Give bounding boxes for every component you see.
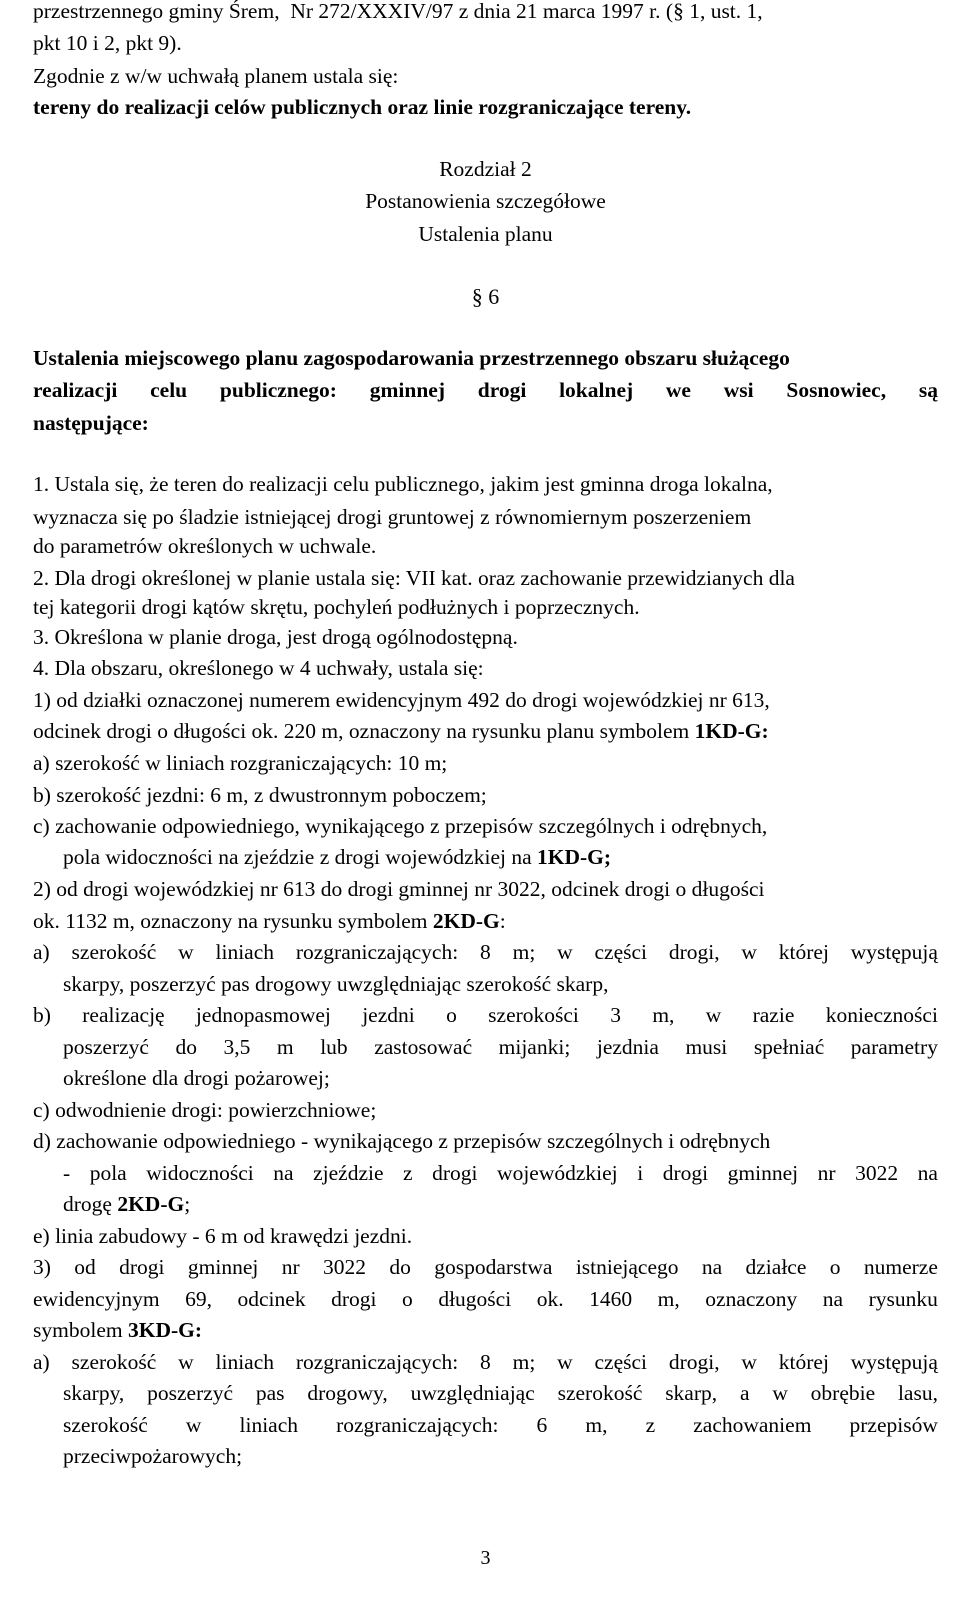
word: szerokość xyxy=(71,1350,157,1374)
top-line-3: Zgodnie z w/w uchwałą planem ustala się: xyxy=(33,64,399,88)
word: - xyxy=(63,1161,71,1185)
word: działce xyxy=(745,1255,807,1279)
word: i xyxy=(637,1161,644,1185)
word: rozgraniczających: xyxy=(295,1350,459,1374)
word: której xyxy=(778,1350,829,1374)
word: pola xyxy=(89,1161,127,1185)
word: m; xyxy=(512,1350,536,1374)
word: a) xyxy=(33,940,50,964)
word: liniach xyxy=(215,940,275,964)
word: zjeździe xyxy=(313,1161,384,1185)
word: o xyxy=(829,1255,841,1279)
word: liniach xyxy=(239,1413,299,1437)
word: we xyxy=(665,378,691,402)
item3-a-line-2 xyxy=(63,1379,938,1407)
word: oznaczony xyxy=(705,1287,798,1311)
word: rozgraniczających: xyxy=(336,1413,499,1437)
word: drogowy, xyxy=(307,1381,388,1405)
word: nr xyxy=(281,1255,300,1279)
word: ok. xyxy=(536,1287,564,1311)
word: części xyxy=(594,1350,647,1374)
word: celu xyxy=(150,378,188,402)
word: na xyxy=(701,1255,723,1279)
word: 3022 xyxy=(323,1255,366,1279)
item2-line-2-text: ok. 1132 m, oznaczony na rysunku symbolem xyxy=(33,909,433,933)
word: w xyxy=(705,1003,722,1027)
word: do xyxy=(175,1035,197,1059)
word: publicznego: xyxy=(219,378,337,402)
item3-line-3 xyxy=(33,1316,202,1344)
word: są xyxy=(918,378,938,402)
word: realizację xyxy=(82,1003,165,1027)
symbol-2kdg-ref: 2KD-G xyxy=(117,1192,185,1216)
item1-c-line-2-text: pola widoczności na zjeździe z drogi wojewódzkiej na xyxy=(63,845,538,869)
item2-b-line-2 xyxy=(63,1033,938,1061)
word: w xyxy=(741,1350,757,1374)
item3-line-3-text: symbolem xyxy=(33,1318,128,1342)
word: a) xyxy=(33,1350,50,1374)
word: razie xyxy=(752,1003,795,1027)
word: w xyxy=(557,1350,573,1374)
chapter-title: Postanowienia szczegółowe xyxy=(365,189,606,213)
word: 8 xyxy=(480,940,491,964)
top-line-2: pkt 10 i 2, pkt 9). xyxy=(33,31,182,55)
word: liniach xyxy=(215,1350,275,1374)
page-number: 3 xyxy=(480,1547,491,1569)
word: 3022 xyxy=(855,1161,899,1185)
item2-d-line-3-text: drogę xyxy=(63,1192,118,1216)
word: poszerzyć xyxy=(147,1381,234,1405)
word: zastosować xyxy=(374,1035,473,1059)
item3-a-line-1 xyxy=(33,1348,938,1376)
word: jezdni xyxy=(362,1003,415,1027)
word: gminnej xyxy=(187,1255,259,1279)
p3-line-1: 3. Określona w planie droga, jest drogą ogólnodostępną. xyxy=(33,625,518,649)
word: parametry xyxy=(850,1035,938,1059)
word: w xyxy=(741,940,757,964)
word: części xyxy=(594,940,647,964)
word: drogi xyxy=(432,1161,478,1185)
word: konieczności xyxy=(825,1003,938,1027)
item3-line-1 xyxy=(33,1253,938,1281)
item2-a-line-1 xyxy=(33,938,938,966)
item2-d-line-3 xyxy=(63,1190,190,1218)
word: m, xyxy=(652,1003,675,1027)
word: drogi, xyxy=(668,1350,720,1374)
intro-line-1: Ustalenia miejscowego planu zagospodarowania przestrzennego obszaru służącego xyxy=(33,346,790,370)
chapter-heading: Rozdział 2 xyxy=(439,157,532,181)
top-line-1-b: Nr 272/XXXIV/97 z dnia 21 marca 1997 r. ( xyxy=(290,0,674,23)
word: szerokość xyxy=(71,940,157,964)
word: 8 xyxy=(480,1350,491,1374)
word: m, xyxy=(585,1413,608,1437)
word: pas xyxy=(255,1381,285,1405)
word: drogi xyxy=(331,1287,377,1311)
word: od xyxy=(74,1255,96,1279)
word: lub xyxy=(320,1035,348,1059)
chapter-subtitle: Ustalenia planu xyxy=(418,222,553,246)
word: w xyxy=(178,940,194,964)
p1-line-3: do parametrów określonych w uchwale. xyxy=(33,534,377,558)
p2-line-1: 2. Dla drogi określonej w planie ustala się: VII kat. oraz zachowanie przewidzianych dla xyxy=(33,566,795,590)
word: widoczności xyxy=(146,1161,254,1185)
word: realizacji xyxy=(33,378,118,402)
word: lasu, xyxy=(897,1381,938,1405)
word: gminnej xyxy=(727,1161,799,1185)
word: mijanki; xyxy=(498,1035,571,1059)
word: przepisów xyxy=(849,1413,938,1437)
item2-d-line-3-semicolon: ; xyxy=(184,1192,191,1216)
item2-line-1: 2) od drogi wojewódzkiej nr 613 do drogi gminnej nr 3022, odcinek drogi o długości xyxy=(33,877,765,901)
word: 3 xyxy=(610,1003,621,1027)
word: 6 xyxy=(536,1413,548,1437)
top-line-1 xyxy=(33,0,763,25)
word: 3,5 xyxy=(223,1035,251,1059)
word: uwzględniając xyxy=(410,1381,535,1405)
item2-d-line-1: d) zachowanie odpowiedniego - wynikającego z przepisów szczególnych i odrębnych xyxy=(33,1129,771,1153)
intro-line-2 xyxy=(33,376,938,404)
word: gminnej xyxy=(369,378,445,402)
word: drogi xyxy=(119,1255,165,1279)
word: wojewódzkiej xyxy=(497,1161,618,1185)
intro-line-3: następujące: xyxy=(33,411,149,435)
word: spełniać xyxy=(753,1035,825,1059)
word: 69, xyxy=(185,1287,212,1311)
item2-line-2-colon: : xyxy=(499,909,506,933)
word: o xyxy=(402,1287,413,1311)
item1-line-2 xyxy=(33,717,769,745)
item3-a-line-3 xyxy=(63,1411,938,1439)
word: odcinek xyxy=(237,1287,306,1311)
word: 3) xyxy=(33,1255,51,1279)
word: z xyxy=(403,1161,413,1185)
word: a xyxy=(739,1381,750,1405)
word: szerokości xyxy=(488,1003,579,1027)
item1-a: a) szerokość w liniach rozgraniczających: 10 m; xyxy=(33,751,448,775)
p4-line-1: 4. Dla obszaru, określonego w 4 uchwały, ustala się: xyxy=(33,656,484,680)
word: m, xyxy=(657,1287,680,1311)
word: ewidencyjnym xyxy=(33,1287,160,1311)
word: skarpy, xyxy=(63,1381,125,1405)
word: szerokość xyxy=(557,1381,643,1405)
item2-line-2 xyxy=(33,907,506,935)
word: numerze xyxy=(863,1255,938,1279)
item2-b-line-3: określone dla drogi pożarowej; xyxy=(63,1066,330,1090)
word: w xyxy=(772,1381,788,1405)
word: w xyxy=(557,940,573,964)
item1-line-1: 1) od działki oznaczonej numerem ewidencyjnym 492 do drogi wojewódzkiej nr 613, xyxy=(33,688,770,712)
word: Sosnowiec, xyxy=(786,378,887,402)
symbol-1kdg-ref: 1KD-G; xyxy=(537,845,612,869)
word: w xyxy=(178,1350,194,1374)
word: na xyxy=(273,1161,294,1185)
p2-line-2: tej kategorii drogi kątów skrętu, pochyleń podłużnych i poprzecznych. xyxy=(33,595,640,619)
p1-line-1: 1. Ustala się, że teren do realizacji celu publicznego, jakim jest gminna droga lokalna, xyxy=(33,472,773,496)
top-line-1-a: przestrzennego gminy Śrem, xyxy=(33,0,280,23)
word: zachowaniem xyxy=(693,1413,812,1437)
symbol-2kdg: 2KD-G xyxy=(432,909,500,933)
word: z xyxy=(645,1413,656,1437)
word: jezdnia xyxy=(596,1035,659,1059)
word: rysunku xyxy=(868,1287,938,1311)
section-number: § 6 xyxy=(471,284,500,309)
word: drogi xyxy=(662,1161,709,1185)
section-sign-icon: § xyxy=(673,0,684,23)
item1-line-2-text: odcinek drogi o długości ok. 220 m, oznaczony na rysunku planu symbolem xyxy=(33,719,695,743)
word: istniejącego xyxy=(575,1255,679,1279)
item1-b: b) szerokość jezdni: 6 m, z dwustronnym poboczem; xyxy=(33,783,487,807)
word: obrębie xyxy=(810,1381,876,1405)
item3-line-2 xyxy=(33,1285,938,1313)
word: nr xyxy=(817,1161,836,1185)
word: długości xyxy=(438,1287,512,1311)
symbol-3kdg: 3KD-G: xyxy=(127,1318,203,1342)
item2-b-line-1 xyxy=(33,1001,938,1029)
word: na xyxy=(822,1287,844,1311)
word: do xyxy=(389,1255,411,1279)
word: musi xyxy=(685,1035,728,1059)
word: 1460 xyxy=(589,1287,633,1311)
word: szerokość xyxy=(63,1413,148,1437)
word: lokalnej xyxy=(559,378,634,402)
word: drogi xyxy=(477,378,527,402)
word: poszerzyć xyxy=(63,1035,149,1059)
word: b) xyxy=(33,1003,51,1027)
item2-e: e) linia zabudowy - 6 m od krawędzi jezdni. xyxy=(33,1224,413,1248)
symbol-1kdg: 1KD-G: xyxy=(694,719,769,743)
word: występują xyxy=(850,940,938,964)
item2-c: c) odwodnienie drogi: powierzchniowe; xyxy=(33,1098,377,1122)
top-line-1-c: 1, ust. 1, xyxy=(689,0,763,23)
word: drogi, xyxy=(668,940,720,964)
word: skarp, xyxy=(665,1381,718,1405)
p1-line-2: wyznacza się po śladzie istniejącej drogi gruntowej z równomiernym poszerzeniem xyxy=(33,505,752,529)
word: jednopasmowej xyxy=(195,1003,331,1027)
item1-c-line-2 xyxy=(63,843,611,871)
item2-a-line-2: skarpy, poszerzyć pas drogowy uwzględniając szerokość skarp, xyxy=(63,972,609,996)
top-line-4: tereny do realizacji celów publicznych oraz linie rozgraniczające tereny. xyxy=(33,95,692,119)
word: m; xyxy=(512,940,536,964)
word: rozgraniczających: xyxy=(295,940,459,964)
item1-c-line-1: c) zachowanie odpowiedniego, wynikającego z przepisów szczególnych i odrębnych, xyxy=(33,814,768,838)
word: o xyxy=(446,1003,457,1027)
word: której xyxy=(778,940,829,964)
word: występują xyxy=(850,1350,938,1374)
item3-a-line-4: przeciwpożarowych; xyxy=(63,1444,243,1468)
word: w xyxy=(185,1413,202,1437)
item2-d-line-2 xyxy=(63,1159,938,1187)
word: wsi xyxy=(723,378,754,402)
word: m xyxy=(276,1035,294,1059)
word: na xyxy=(917,1161,938,1185)
word: gospodarstwa xyxy=(434,1255,553,1279)
